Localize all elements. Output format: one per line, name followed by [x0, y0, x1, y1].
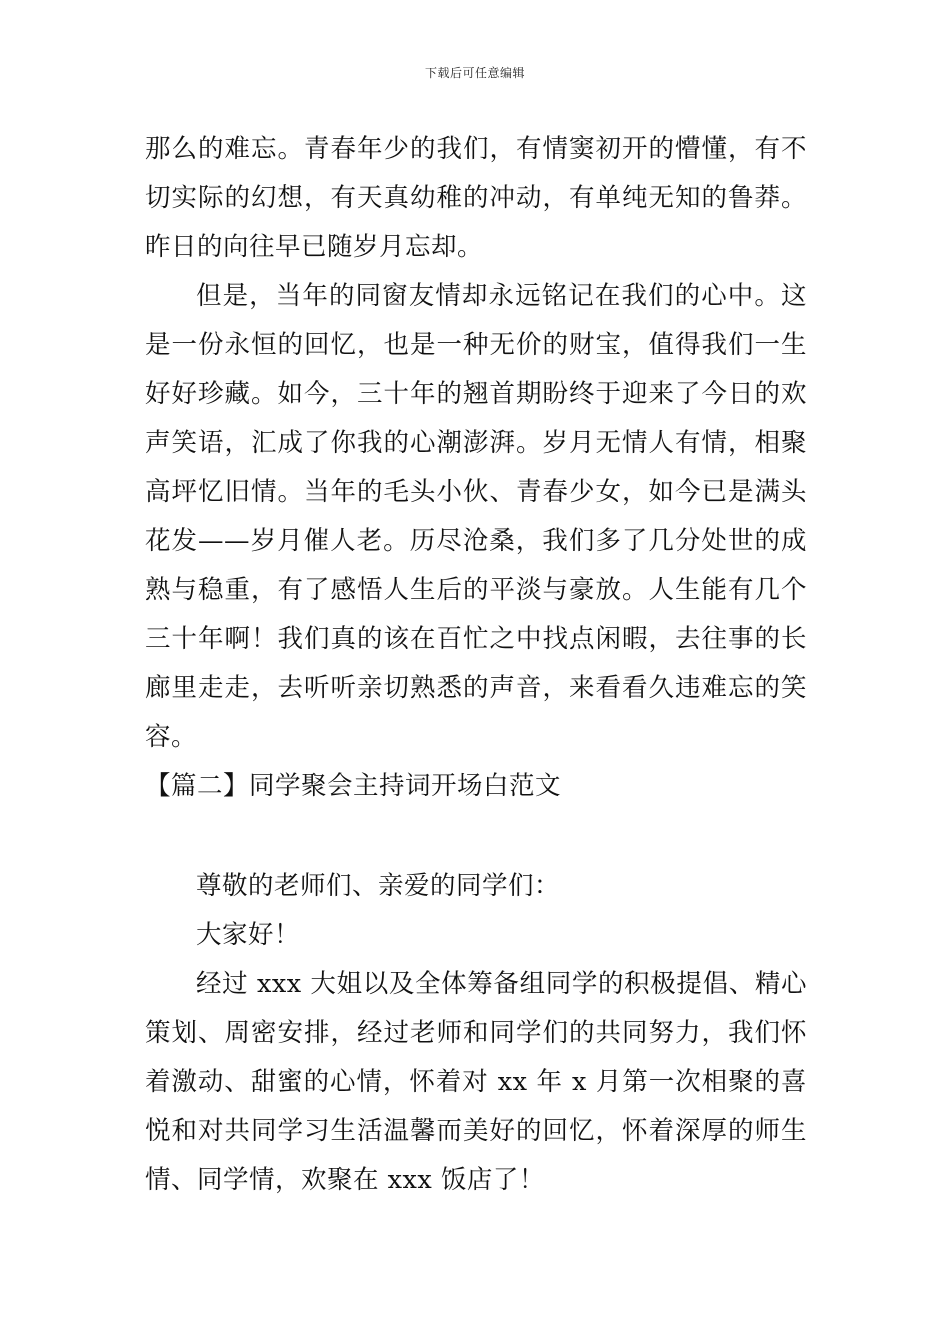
- document-body-part-two: [145, 862, 807, 1205]
- paragraph-gathering: 经过 xxx 大姐以及全体筹备组同学的积极提倡、精心策划、周密安排，经过老师和同学们的共同努力，我们怀着激动、甜蜜的心情，怀着对 xx 年 x 月第一次相聚的喜悦和对共同学习生活温馨而美好的回忆，怀着深厚的师生情、同学情，欢聚在 xxx 饭店了！: [145, 969, 807, 1195]
- section-heading: 【篇二】同学聚会主持词开场白范文: [145, 771, 562, 801]
- paragraph-friendship: 但是，当年的同窗友情却永远铭记在我们的心中。这是一份永恒的回忆，也是一种无价的财宝，值得我们一生好好珍藏。如今，三十年的翘首期盼终于迎来了今日的欢声笑语，汇成了你我的心潮澎湃。岁月无情人有情，相聚高坪忆旧情。当年的毛头小伙、青春少女，如今已是满头花发——岁月催人老。历尽沧桑，我们多了几分处世的成熟与稳重，有了感悟人生后的平淡与豪放。人生能有几个三十年啊！我们真的该在百忙之中找点闲暇，去往事的长廊里走走，去听听亲切熟悉的声音，来看看久违难忘的笑容。: [145, 281, 807, 752]
- salutation: 尊敬的老师们、亲爱的同学们：: [196, 871, 561, 901]
- paragraph-memories: 那么的难忘。青春年少的我们，有情窦初开的懵懂，有不切实际的幻想，有天真幼稚的冲动，有单纯无知的鲁莽。昨日的向往早已随岁月忘却。: [145, 134, 807, 262]
- document-body-part-one: [145, 125, 807, 811]
- page-header-note: 下载后可任意编辑: [424, 66, 525, 80]
- greeting: 大家好！: [196, 920, 301, 950]
